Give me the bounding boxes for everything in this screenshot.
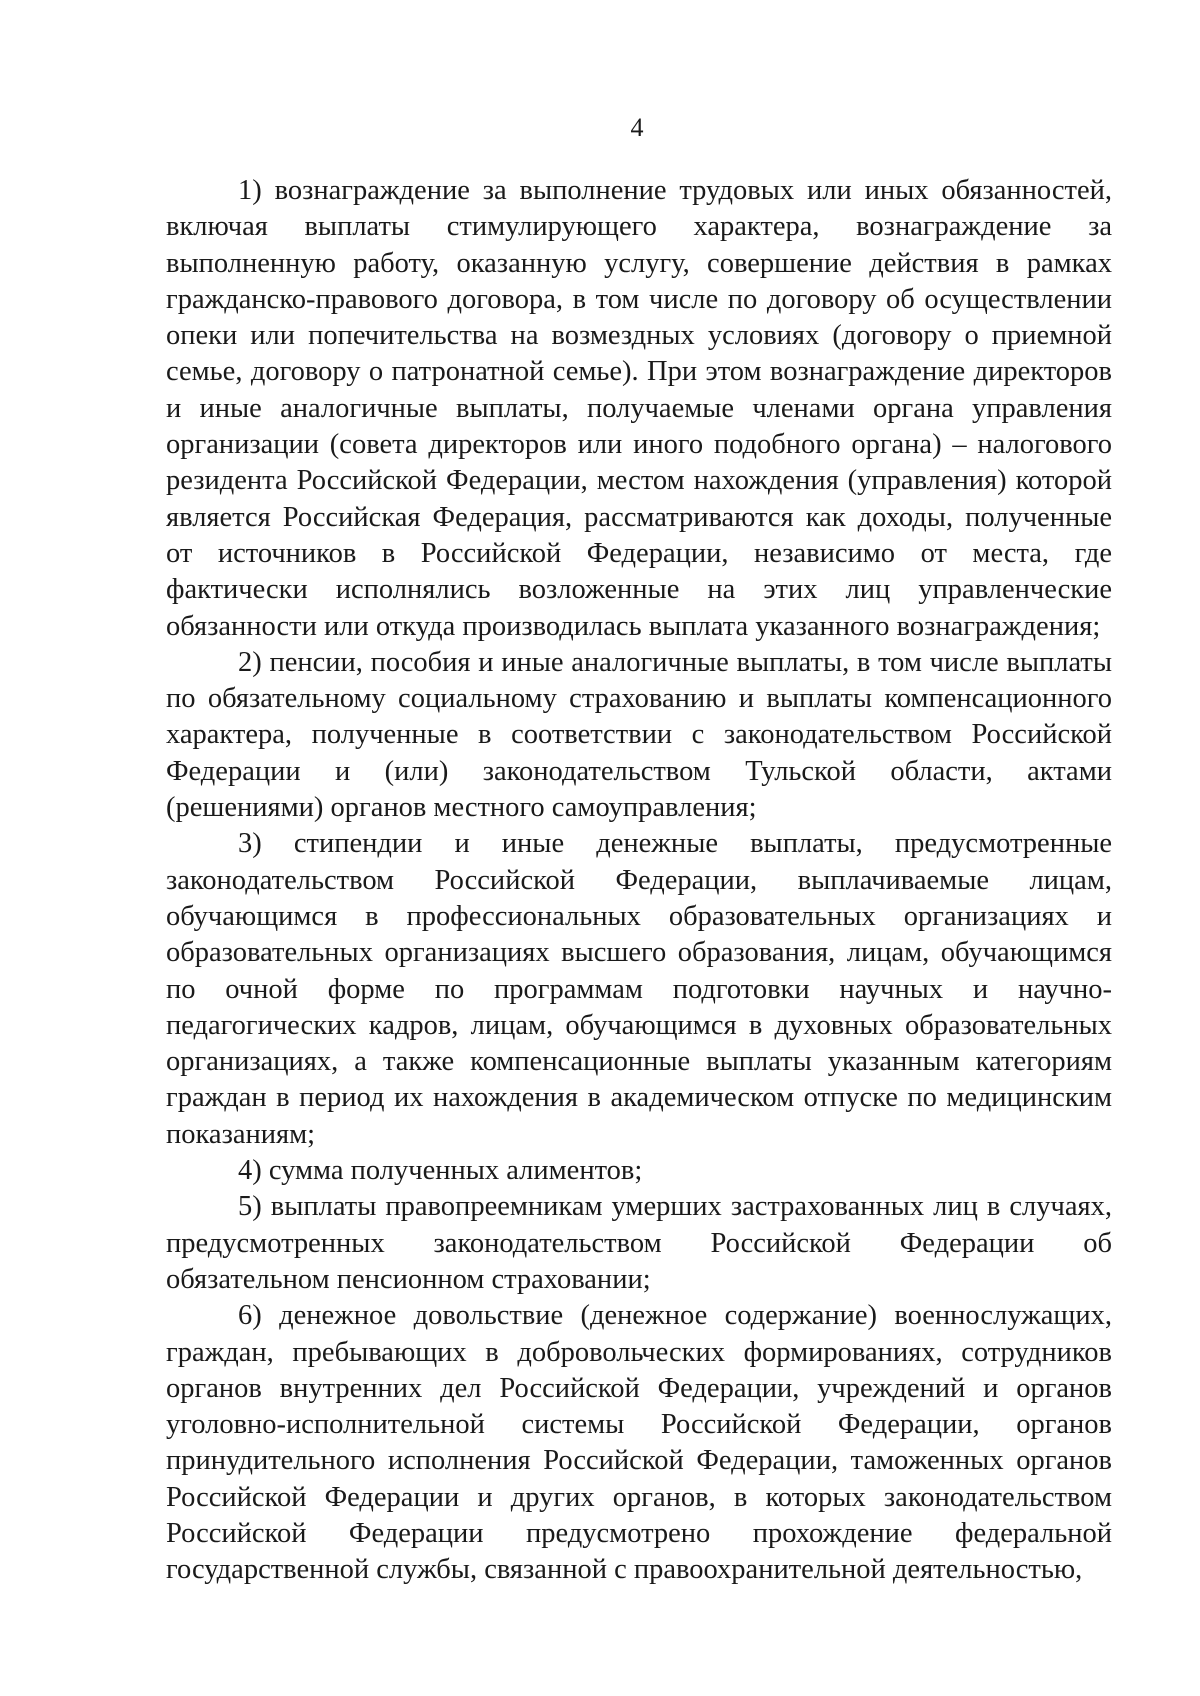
paragraph-item-6: 6) денежное довольствие (денежное содержание) военнослужащих, граждан, пребывающих в добровольческих формированиях, сотрудников органов внутренних дел Российской Федерации, учреждений и органов уголовно-исполнительной системы Российской Федерации, органов принудительного исполнения Российской Федерации, таможенных органов Российской Федерации и других органов, в которых законодательством Российской Федерации предусмотрено прохождение федеральной государственной службы, связанной с правоохранительной деятельностью, — [166, 1300, 1112, 1586]
paragraph-item-5: 5) выплаты правопреемникам умерших застрахованных лиц в случаях, предусмотренных законодательством Российской Федерации об обязательном пенсионном страховании; — [166, 1191, 1112, 1295]
paragraph-item-4: 4) сумма полученных алиментов; — [238, 1155, 643, 1187]
page-number: 4 — [630, 113, 644, 142]
document-body — [166, 173, 1112, 1589]
paragraph-item-2: 2) пенсии, пособия и иные аналогичные выплаты, в том числе выплаты по обязательному социальному страхованию и выплаты компенсационного характера, полученные в соответствии с законодательством Российской Федерации и (или) законодательством Тульской области, актами (решениями) органов местного самоуправления; — [166, 646, 1112, 824]
paragraph-item-1: 1) вознаграждение за выполнение трудовых или иных обязанностей, включая выплаты стимулирующего характера, вознаграждение за выполненную работу, оказанную услугу, совершение действия в рамках гражданско-правового договора, в том числе по договору об осуществлении опеки или попечительства на возмездных условиях (договору о приемной семье, договору о патронатной семье). При этом вознаграждение директоров и иные аналогичные выплаты, получаемые членами органа управления организации (совета директоров или иного подобного органа) – налогового резидента Российской Федерации, местом нахождения (управления) которой является Российская Федерация, рассматриваются как доходы, полученные от источников в Российской Федерации, независимо от места, где фактически исполнялись возложенные на этих лиц управленческие обязанности или откуда производилась выплата указанного вознаграждения; — [166, 175, 1112, 642]
paragraph-item-3: 3) стипендии и иные денежные выплаты, предусмотренные законодательством Российской Федерации, выплачиваемые лицам, обучающимся в профессиональных образовательных организациях и образовательных организациях высшего образования, лицам, обучающимся по очной форме по программам подготовки научных и научно-педагогических кадров, лицам, обучающимся в духовных образовательных организациях, а также компенсационные выплаты указанным категориям граждан в период их нахождения в академическом отпуске по медицинским показаниям; — [166, 828, 1112, 1150]
